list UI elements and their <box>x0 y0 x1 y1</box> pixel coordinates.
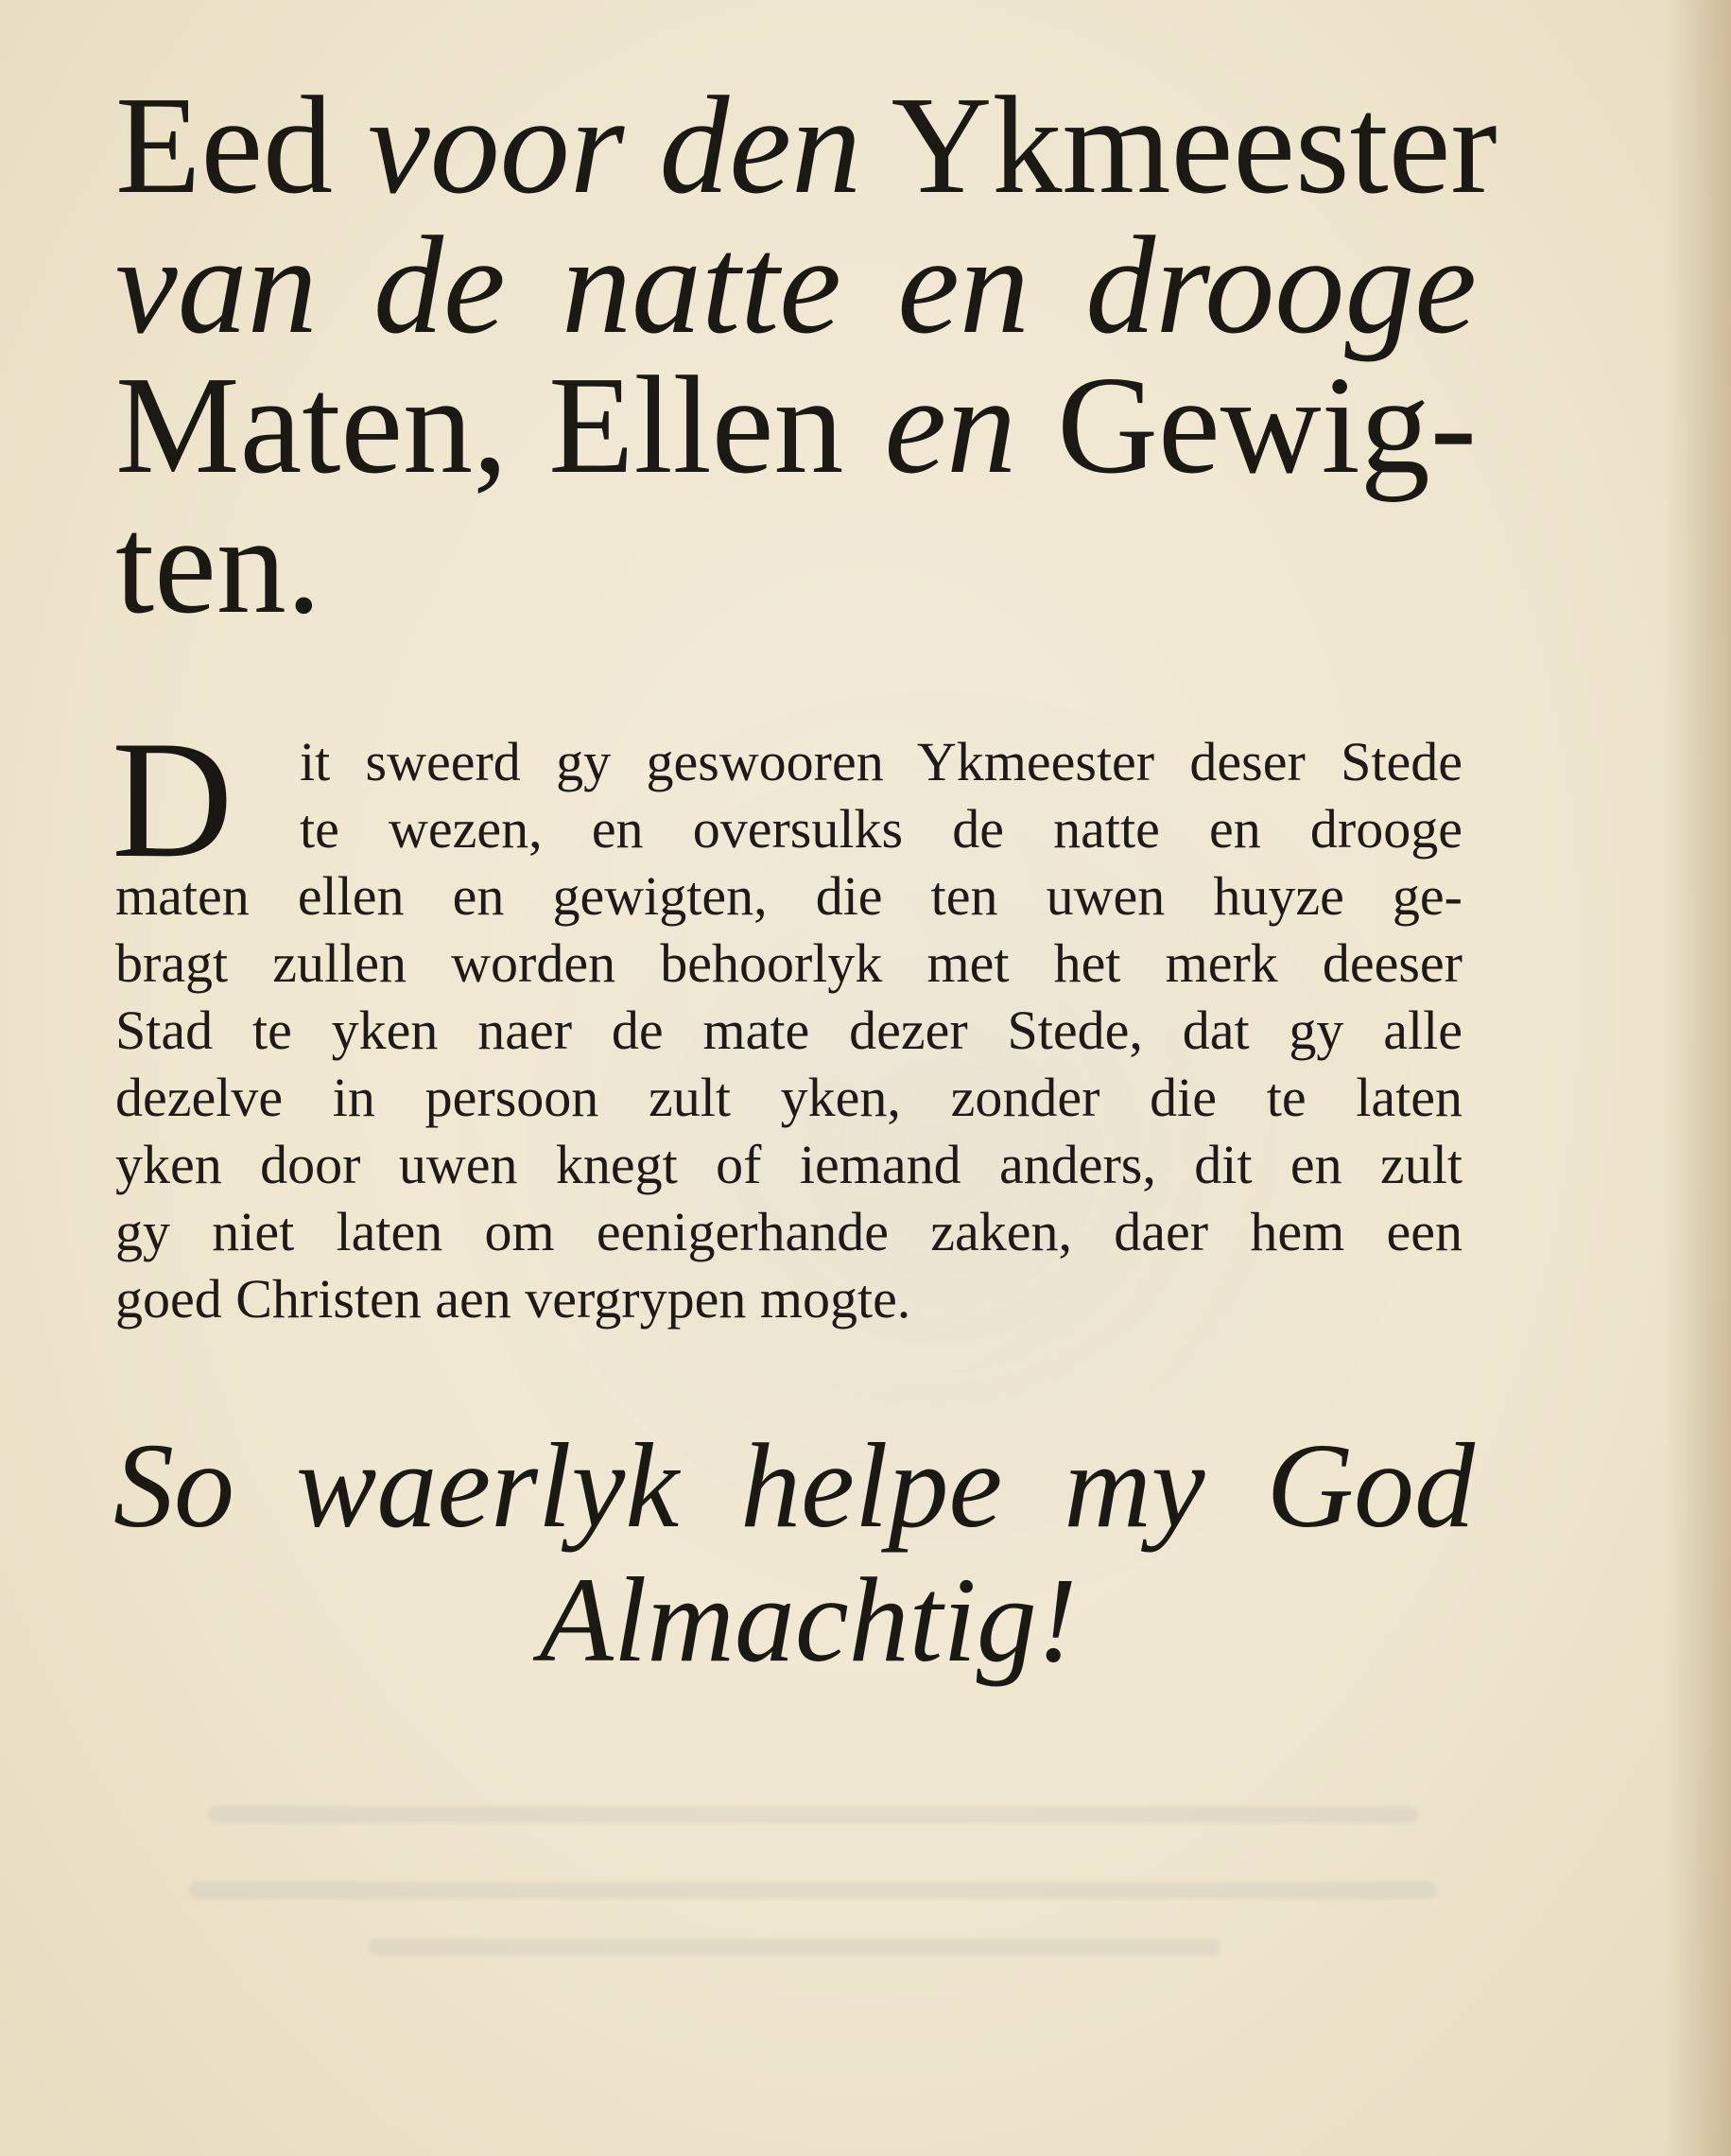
title-line-3: Maten, Ellen en Gewig- <box>115 348 1477 503</box>
paragraph-line: yken door uwen knegt of iemand anders, dit en zult <box>115 1134 1463 1195</box>
document-title <box>115 68 1497 643</box>
ghost-line <box>369 1939 1220 1956</box>
drop-cap: D <box>112 705 234 893</box>
title-line-2: van de natte en drooge <box>115 208 1477 363</box>
paragraph-line: maten ellen en gewigten, die ten uwen huyze ge- <box>115 865 1463 927</box>
paragraph-line: it sweerd gy geswooren Ykmeester deser Stede <box>300 731 1463 792</box>
ghost-line <box>189 1882 1437 1899</box>
page-edge-shadow <box>1665 0 1731 2156</box>
oath-paragraph <box>112 705 1463 1332</box>
paragraph-line: bragt zullen worden behoorlyk met het merk deeser <box>115 932 1463 994</box>
closing-line-2: Almachtig! <box>539 1553 1078 1687</box>
paragraph-line: dezelve in persoon zult yken, zonder die te laten <box>115 1067 1463 1128</box>
paragraph-line: goed Christen aen vergrypen mogte. <box>115 1268 911 1330</box>
closing-invocation <box>113 1418 1475 1687</box>
title-line-4: ten. <box>115 488 321 643</box>
title-line-1: Eed voor den Ykmeester <box>115 68 1497 223</box>
paragraph-line: te wezen, en oversulks de natte en drooge <box>300 798 1463 860</box>
paragraph-line: gy niet laten om eenigerhande zaken, daer hem een <box>115 1201 1463 1262</box>
ghost-line <box>208 1806 1418 1823</box>
closing-line-1: So waerlyk helpe my God <box>113 1418 1475 1553</box>
paragraph-line: Stad te yken naer de mate dezer Stede, dat gy alle <box>115 1000 1463 1061</box>
